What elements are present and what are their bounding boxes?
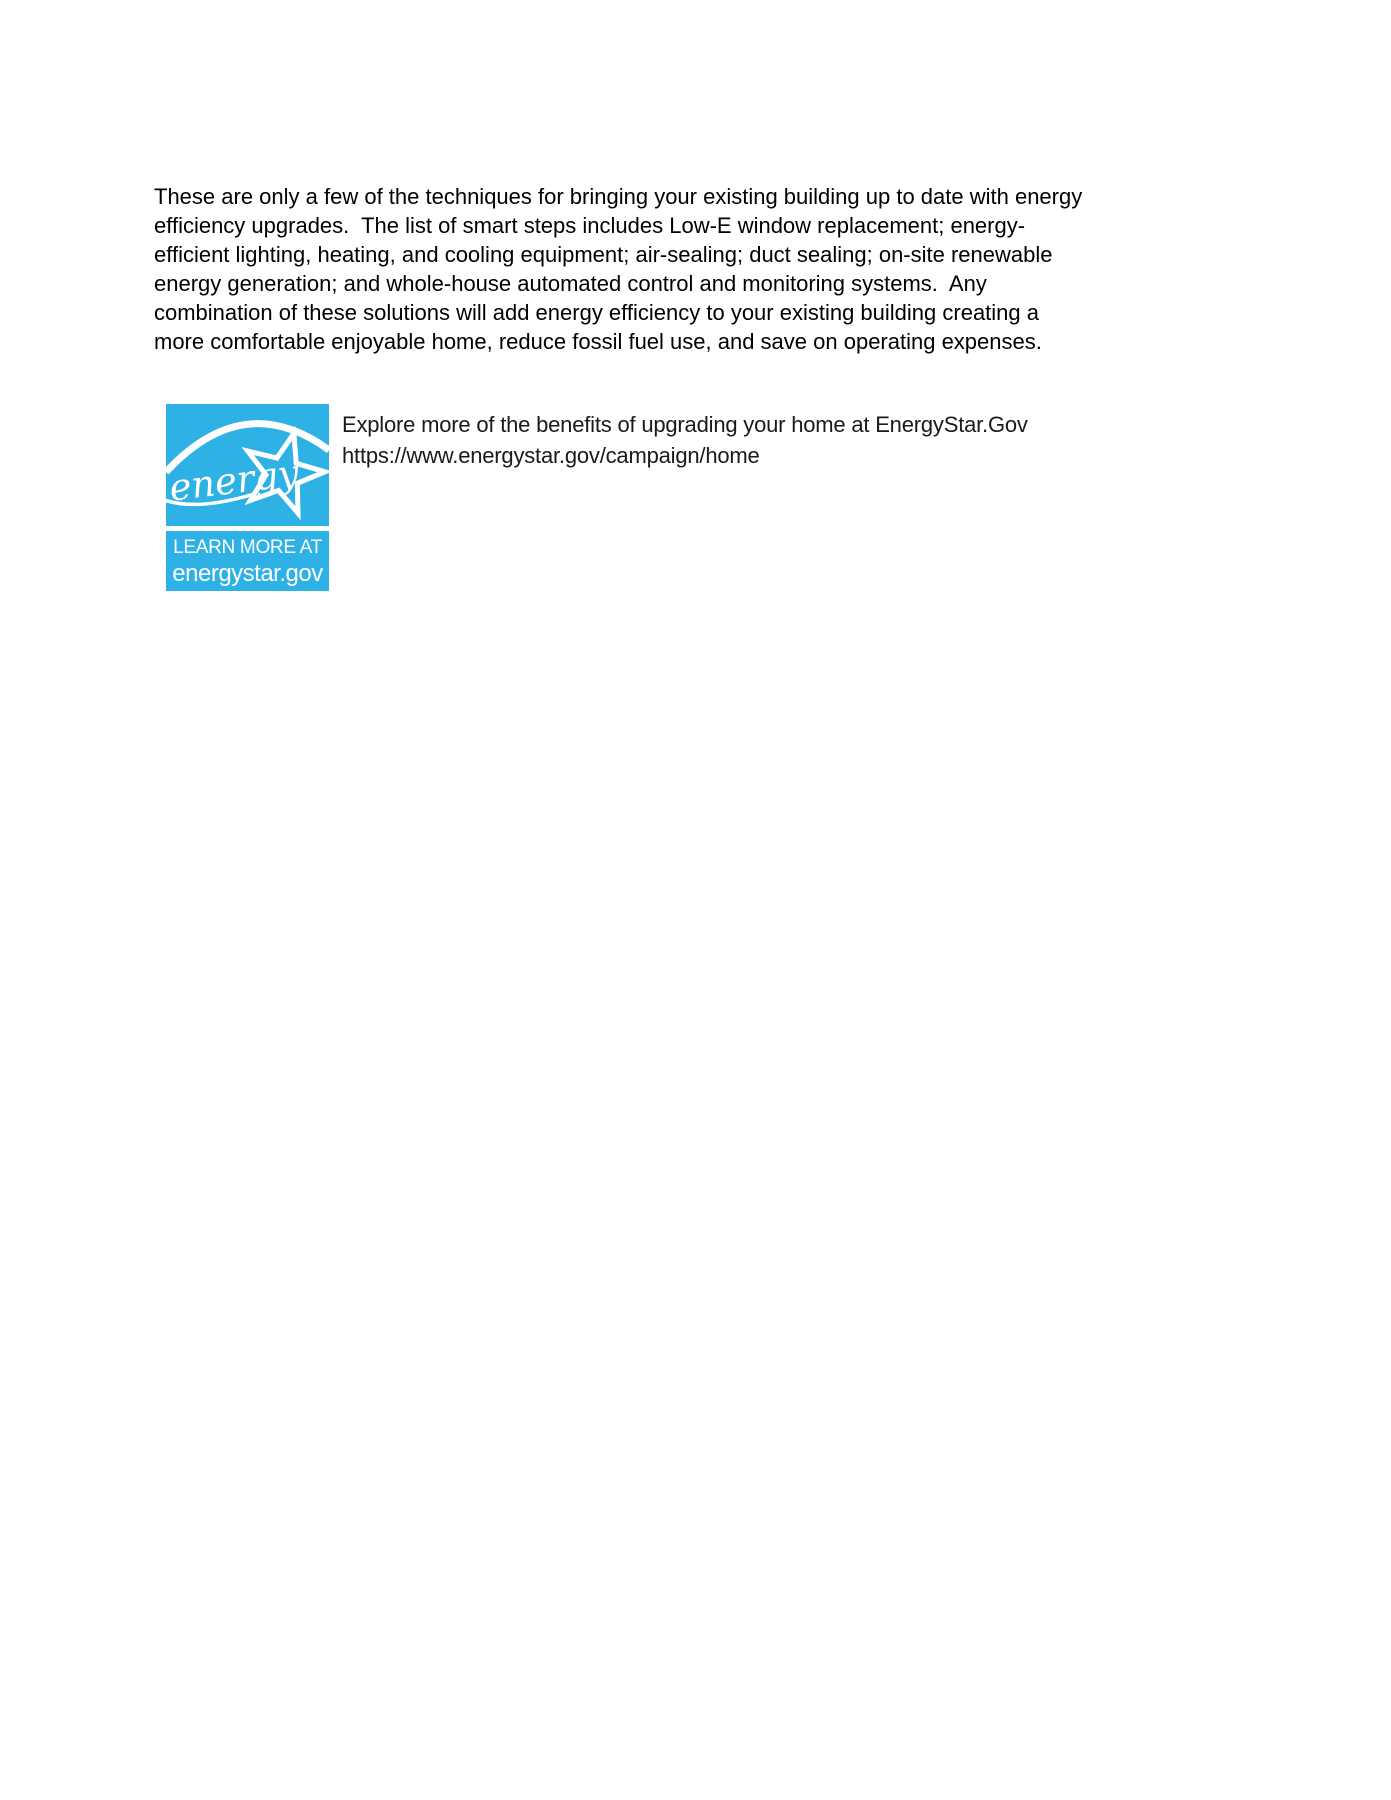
paragraph-line: efficiency upgrades. The list of smart steps includes Low-E window replacement; energy- [154,213,1026,238]
energy-star-logo [166,404,329,591]
energy-star-mark-icon [166,404,329,526]
campaign-url-text: https://www.energystar.gov/campaign/home [342,443,760,468]
explore-text-block [342,409,1028,471]
logo-banner [166,531,329,591]
paragraph-line: more comfortable enjoyable home, reduce fossil fuel use, and save on operating expenses. [154,329,1042,354]
paragraph-line: efficient lighting, heating, and cooling equipment; air-sealing; duct sealing; on-site renewable [154,242,1053,267]
paragraph-line: These are only a few of the techniques for bringing your existing building up to date with energy [154,184,1083,209]
energystar-gov-text: energystar.gov [172,560,323,587]
energy-script-text: energy [166,451,302,510]
paragraph-line: combination of these solutions will add energy efficiency to your existing building creating a [154,300,1039,325]
paragraph-line: energy generation; and whole-house automated control and monitoring systems. Any [154,271,987,296]
learn-more-text: LEARN MORE AT [173,537,322,558]
explore-text: Explore more of the benefits of upgrading your home at EnergyStar.Gov [342,412,1028,437]
body-paragraph [154,182,1082,356]
